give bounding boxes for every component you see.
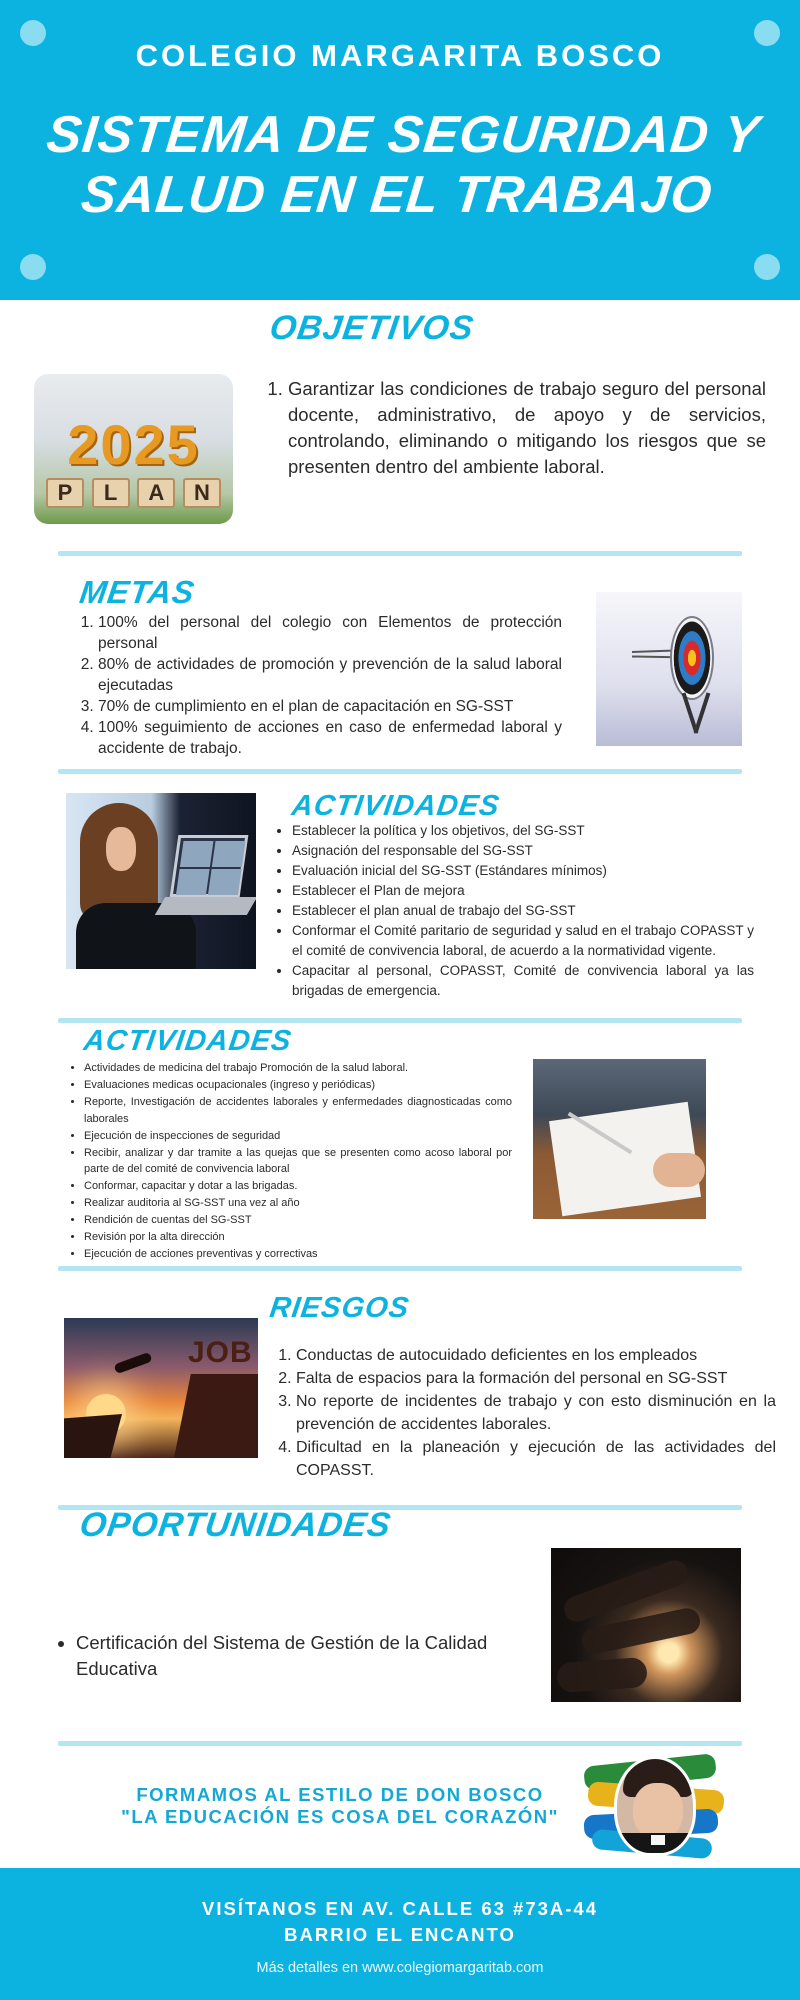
- list-item: • Certificación del Sistema de Gestión de la Calidad Educativa: [76, 1630, 546, 1682]
- riesgos-list: [296, 1344, 776, 1482]
- list-item: • Establecer el plan anual de trabajo del SG-SST: [292, 901, 754, 921]
- screen-cell: [176, 869, 210, 895]
- footer-address-line1: VISÍTANOS EN AV. CALLE 63 #73A-44: [201, 1898, 599, 1919]
- divider: [58, 1741, 742, 1746]
- list-item: • Ejecución de inspecciones de seguridad: [84, 1128, 512, 1145]
- decor-dot-bottom-left: [20, 254, 46, 280]
- screen-cell: [208, 869, 242, 895]
- portrait-face: [633, 1783, 683, 1839]
- objetivos-title: OBJETIVOS: [267, 309, 477, 347]
- divider: [58, 551, 742, 556]
- portrait-oval: [614, 1756, 696, 1856]
- list-item: 4. Dificultad en la planeación y ejecución de las actividades del COPASST.: [296, 1436, 776, 1482]
- plan-image-blocks: [46, 478, 221, 508]
- plan-image-year: 2025: [67, 413, 200, 476]
- cliff-right: [174, 1374, 258, 1458]
- list-item: • Asignación del responsable del SG-SST: [292, 841, 754, 861]
- list-item: 1. Garantizar las condiciones de trabajo seguro del personal docente, administrativo, de apoyo y de servicios, controlando, eliminando o mitigando los riesgos que se presenten dentro del ambiente laboral.: [288, 376, 766, 480]
- plan-block: A: [137, 478, 175, 508]
- list-item: • Conformar el Comité paritario de seguridad y salud en el trabajo COPASST y el comité de convivencia laboral, de acuerdo a la normatividad vigente.: [292, 921, 754, 961]
- portrait-collar: [651, 1835, 665, 1845]
- divider: [58, 1266, 742, 1271]
- list-item: • Rendición de cuentas del SG-SST: [84, 1212, 512, 1229]
- screen-cell: [212, 841, 246, 867]
- list-item: • Establecer la política y los objetivos, del SG-SST: [292, 821, 754, 841]
- screen-cell: [180, 841, 214, 867]
- plan-block: N: [183, 478, 221, 508]
- metas-list: [98, 612, 562, 759]
- writing-hand-image: [533, 1059, 706, 1219]
- list-item: 4. 100% seguimiento de acciones en caso de enfermedad laboral y accidente de trabajo.: [98, 717, 562, 759]
- list-item: • Evaluaciones medicas ocupacionales (ingreso y periódicas): [84, 1077, 512, 1094]
- list-item: • Realizar auditoria al SG-SST una vez al año: [84, 1195, 512, 1212]
- list-item: • Capacitar al personal, COPASST, Comité de convivencia laboral ya las brigadas de emergencia.: [292, 961, 754, 1001]
- list-item: 3. 70% de cumplimiento en el plan de capacitación en SG-SST: [98, 696, 562, 717]
- decor-dot-bottom-right: [754, 254, 780, 280]
- school-name: COLEGIO MARGARITA BOSCO: [135, 38, 665, 73]
- footer-website[interactable]: Más detalles en www.colegiomargaritab.com: [256, 1960, 544, 1976]
- hand-light-image: [551, 1548, 741, 1702]
- job-word: JOB: [188, 1336, 253, 1369]
- divider: [58, 769, 742, 774]
- jumper: [113, 1352, 152, 1374]
- oportunidades-list: [76, 1630, 546, 1682]
- target-board: [670, 616, 714, 700]
- actividades-title: ACTIVIDADES: [289, 790, 502, 822]
- list-item: • Ejecución de acciones preventivas y correctivas: [84, 1246, 512, 1263]
- motto: [100, 1784, 580, 1828]
- list-item: 3. No reporte de incidentes de trabajo y con esto disminución en la prevención de accidentes laborales.: [296, 1390, 776, 1436]
- video-call-image: [66, 793, 256, 969]
- plan-2025-image: [34, 374, 233, 524]
- list-item: • Revisión por la alta dirección: [84, 1229, 512, 1246]
- plan-block: P: [46, 478, 84, 508]
- list-item: • Evaluación inicial del SG-SST (Estándares mínimos): [292, 861, 754, 881]
- objetivos-list: [288, 376, 766, 480]
- list-item: 2. 80% de actividades de promoción y prevención de la salud laboral ejecutadas: [98, 654, 562, 696]
- divider: [58, 1018, 742, 1023]
- list-item: 1. Conductas de autocuidado deficientes en los empleados: [296, 1344, 776, 1367]
- list-item: • Actividades de medicina del trabajo Promoción de la salud laboral.: [84, 1060, 512, 1077]
- page-title: [34, 105, 767, 225]
- target-image: [596, 592, 742, 746]
- plan-block: L: [92, 478, 130, 508]
- finger: [556, 1657, 648, 1693]
- laptop-screen: [170, 835, 249, 897]
- cliff-left: [64, 1414, 122, 1458]
- list-item: • Recibir, analizar y dar tramite a las quejas que se presenten como acoso laboral por parte de del comité de convivencia laboral: [84, 1145, 512, 1179]
- page-title-line2: SALUD EN EL TRABAJO: [78, 166, 716, 224]
- motto-line1: FORMAMOS AL ESTILO DE DON BOSCO: [136, 1784, 544, 1805]
- list-item: • Establecer el Plan de mejora: [292, 881, 754, 901]
- job-leap-image: [64, 1318, 258, 1458]
- list-item: 2. Falta de espacios para la formación del personal en SG-SST: [296, 1367, 776, 1390]
- riesgos-title: RIESGOS: [267, 1292, 412, 1324]
- page-title-line1: SISTEMA DE SEGURIDAD Y: [43, 106, 763, 164]
- list-item: • Reporte, Investigación de accidentes laborales y enfermedades diagnosticadas como laborales: [84, 1094, 512, 1128]
- header-banner: [0, 0, 800, 300]
- don-bosco-portrait: [584, 1750, 724, 1860]
- laptop-keyboard: [155, 897, 256, 915]
- footer-address-line2: BARRIO EL ENCANTO: [284, 1924, 516, 1945]
- actividades-2-list: [84, 1060, 512, 1263]
- oportunidades-title: OPORTUNIDADES: [77, 1506, 394, 1544]
- list-item: • Conformar, capacitar y dotar a las brigadas.: [84, 1178, 512, 1195]
- list-item: 1. 100% del personal del colegio con Elementos de protección personal: [98, 612, 562, 654]
- metas-title: METAS: [77, 574, 198, 610]
- actividades-2-title: ACTIVIDADES: [81, 1025, 294, 1057]
- hand: [653, 1153, 705, 1187]
- person-face: [106, 827, 136, 871]
- actividades-list: [292, 821, 754, 1001]
- motto-line2: "LA EDUCACIÓN ES COSA DEL CORAZÓN": [121, 1806, 559, 1827]
- footer: [0, 1868, 800, 2000]
